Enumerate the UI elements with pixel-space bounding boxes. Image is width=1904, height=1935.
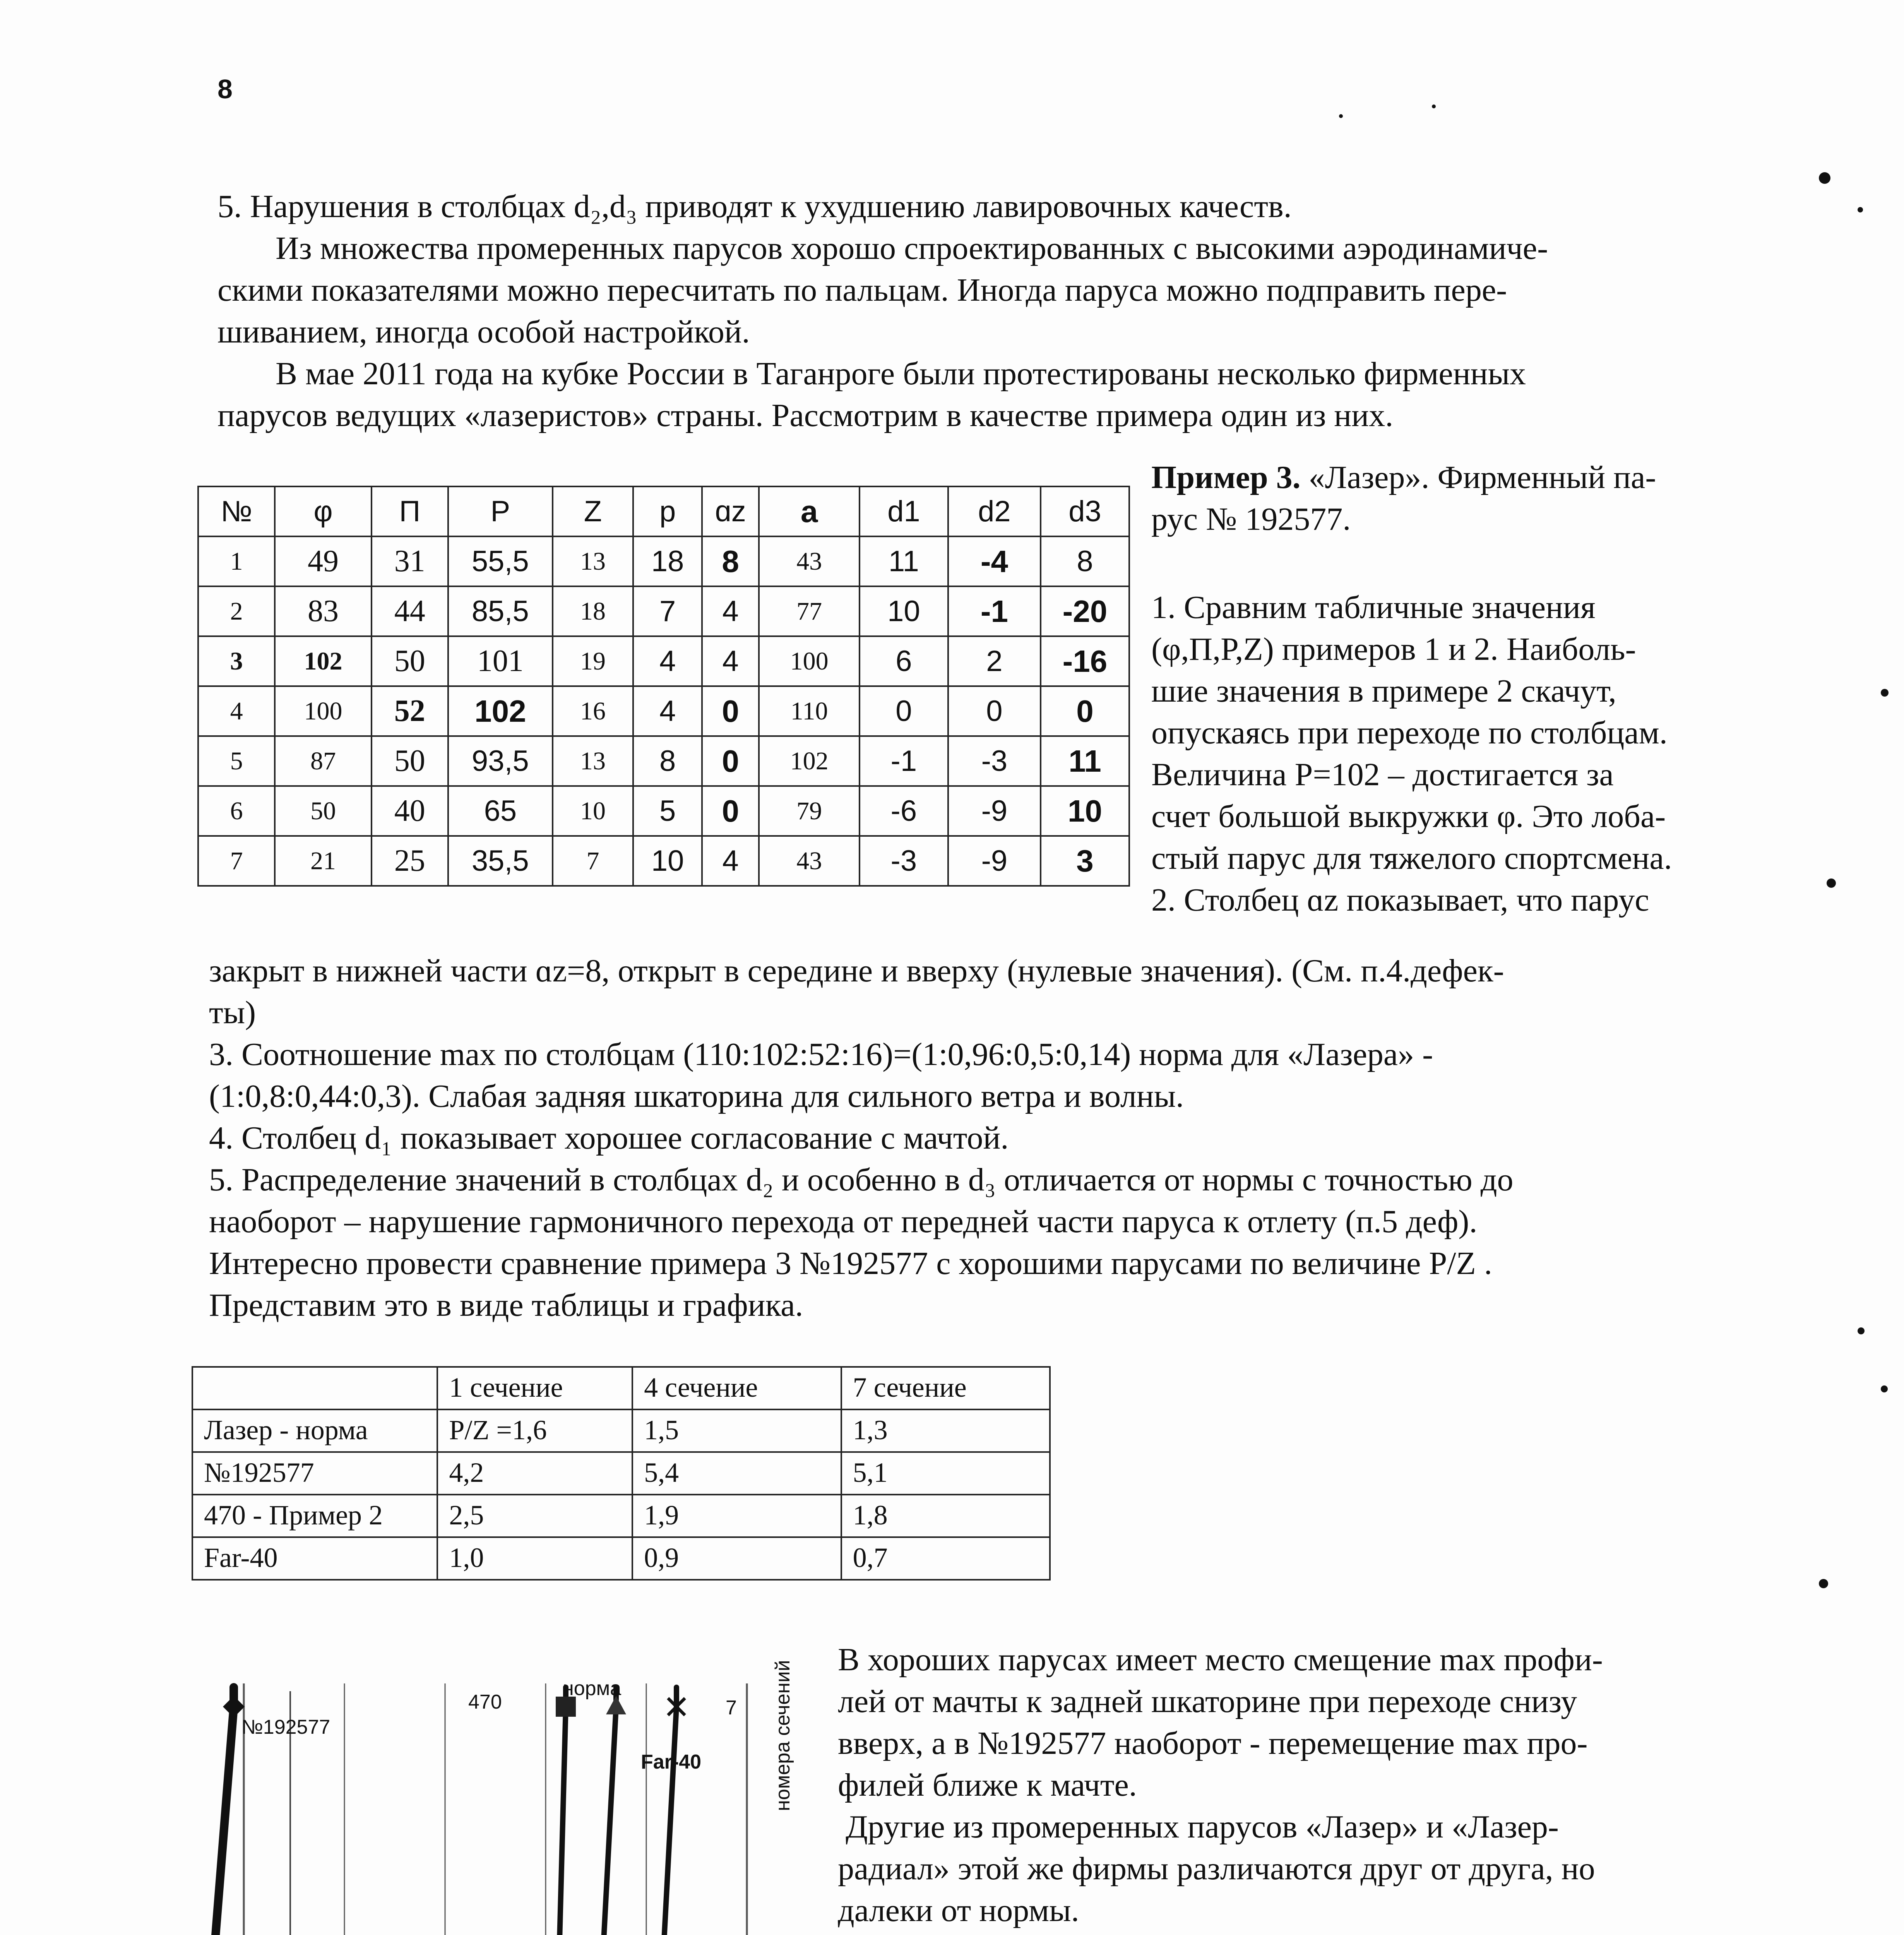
table-cell: 5 [198,736,275,786]
commentary-line: лей от мачты к задней шкаторине при переходе снизу [838,1683,1577,1719]
table-cell: 11 [860,536,948,586]
table-row [198,736,1129,786]
table-cell: -3 [948,736,1041,786]
chart-series-line [646,1687,676,1935]
header-cell: П [372,486,448,536]
example-item-line: счет большой выкружки φ. Это лоба- [1151,798,1666,834]
table-cell: 18 [633,536,702,586]
pz-comparison-table [192,1366,1051,1581]
commentary-line: радиал» этой же фирмы различаются друг от друга, но [838,1851,1595,1887]
table-cell: 87 [275,736,371,786]
table-cell: 4 [702,636,759,686]
scan-speck [1858,1327,1865,1334]
data-point [223,1696,245,1718]
table-row [192,1409,1050,1452]
paragraph-line: скими показателями можно пересчитать по пальцам. Иногда паруса можно подправить пере- [217,272,1507,308]
table-cell: 50 [275,786,371,836]
example-item-line: Величина P=102 – достигается за [1151,757,1614,793]
commentary-line: филей ближе к мачте. [838,1767,1137,1803]
header-cell: Z [553,486,634,536]
example-heading-line2: рус № 192577. [1151,501,1351,537]
analysis-line: закрыт в нижней части ɑz=8, открыт в середине и вверху (нулевые значения). (См. п.4.дефек- [209,953,1504,989]
header-cell: 4 сечение [632,1367,841,1409]
table-cell: 1,8 [841,1495,1050,1537]
scan-speck [1819,172,1830,184]
commentary-line: В хороших парусах имеет место смещение max профи- [838,1642,1603,1678]
table-cell: -9 [948,786,1041,836]
example-3-block [1151,457,1794,921]
table-cell: 3 [1041,836,1129,886]
table-cell: 43 [759,836,860,886]
table-cell: 6 [198,786,275,836]
table-cell: 8 [1041,536,1129,586]
table-cell: 52 [372,686,448,736]
page-number: 8 [217,74,233,104]
table-row [198,786,1129,836]
y-tick-label: 7 [726,1697,737,1719]
scan-speck [1827,878,1836,888]
table-cell: 5 [633,786,702,836]
table-cell: 49 [275,536,371,586]
table-cell: 85,5 [448,586,553,636]
table-cell: 7 [198,836,275,886]
table-cell: 7 [633,586,702,636]
table-cell: 102 [275,636,371,686]
table-cell: 55,5 [448,536,553,586]
header-cell: φ [275,486,371,536]
table-cell: 4,2 [437,1452,632,1495]
header-cell: d3 [1041,486,1129,536]
pz-chart [186,1625,844,1935]
analysis-line: Представим это в виде таблицы и графика. [209,1287,803,1323]
table-cell: 100 [275,686,371,736]
header-cell: 7 сечение [841,1367,1050,1409]
table-cell: 0,7 [841,1537,1050,1580]
header-cell: 1 сечение [437,1367,632,1409]
example-heading-rest: «Лазер». Фирменный па- [1300,459,1656,495]
header-cell: d2 [948,486,1041,536]
example-item-line: стый парус для тяжелого спортсмена. [1151,840,1672,876]
table-cell: 35,5 [448,836,553,886]
example-item-line: опускаясь при переходе по столбцам. [1151,715,1668,751]
example-item-line: 1. Сравним табличные значения [1151,589,1596,625]
table-cell: 4 [633,686,702,736]
table-cell: 79 [759,786,860,836]
table-cell: 8 [633,736,702,786]
table-cell: 10 [1041,786,1129,836]
table-cell: 13 [553,536,634,586]
table-cell: 102 [759,736,860,786]
analysis-line: 3. Соотношение max по столбцам (110:102:52:16)=(1:0,96:0,5:0,14) норма для «Лазера» - [209,1036,1433,1072]
paragraph-line: шиванием, иногда особой настройкой. [217,314,750,350]
table-cell: 31 [372,536,448,586]
table-row [198,586,1129,636]
table-cell: 101 [448,636,553,686]
analysis-line: 4. Столбец d₁ показывает хорошее согласование с мачтой. [209,1120,1009,1156]
table-cell: 470 - Пример 2 [192,1495,437,1537]
table-cell: 0 [948,686,1041,736]
example-heading: Пример 3. [1151,459,1301,495]
analysis-line: Интересно провести сравнение примера 3 №192577 с хорошими парусами по величине P/Z . [209,1245,1492,1281]
table-cell: 13 [553,736,634,786]
sections-axis-label: номера сечений [772,1660,794,1811]
series-label: Far-40 [641,1751,702,1773]
paragraph-line: 5. Нарушения в столбцах d₂,d₃ приводят к ухудшению лавировочных качеств. [217,188,1292,224]
header-cell: p [633,486,702,536]
commentary-line: вверх, а в №192577 наоборот - перемещение max про- [838,1725,1588,1761]
table-cell: -9 [948,836,1041,886]
chart-commentary [838,1639,1792,1932]
table-cell: 83 [275,586,371,636]
scan-speck [1819,1579,1828,1588]
table-header-row [192,1367,1050,1409]
intro-text [217,186,1793,437]
table-cell: 19 [553,636,634,686]
table-row [198,536,1129,586]
table-cell: 110 [759,686,860,736]
table-cell: №192577 [192,1452,437,1495]
table-cell: 93,5 [448,736,553,786]
header-cell: d1 [860,486,948,536]
table-cell: 50 [372,636,448,686]
paragraph-line: парусов ведущих «лазеристов» страны. Рассмотрим в качестве примера один из них. [217,397,1394,433]
table-row [192,1495,1050,1537]
table-cell: 4 [702,836,759,886]
table-cell: 0 [702,736,759,786]
table-cell: 21 [275,836,371,886]
table-cell: 100 [759,636,860,686]
table-cell: 4 [702,586,759,636]
table-cell: -1 [948,586,1041,636]
header-cell [192,1367,437,1409]
table-row [198,686,1129,736]
table-row [198,836,1129,886]
table-row [198,636,1129,686]
table-cell: 4 [198,686,275,736]
table-cell: 44 [372,586,448,636]
table-cell: 40 [372,786,448,836]
series-label: №192577 [241,1716,330,1738]
analysis-line: (1:0,8:0,44:0,3). Слабая задняя шкаторина для сильного ветра и волны. [209,1078,1184,1114]
table-cell: Лазер - норма [192,1409,437,1452]
chart-series-line [495,1687,566,1935]
table-cell: 16 [553,686,634,736]
analysis-line: 5. Распределение значений в столбцах d₂ и особенно в d₃ отличается от нормы с точностью до [209,1162,1514,1198]
analysis-text [209,950,1792,1326]
table-cell: -16 [1041,636,1129,686]
table-cell: 10 [860,586,948,636]
table-cell: 25 [372,836,448,886]
table-cell: 18 [553,586,634,636]
series-label: 470 [468,1691,502,1713]
table-cell: 43 [759,536,860,586]
analysis-line: наоборот – нарушение гармоничного перехода от передней части паруса к отлету (п.5 деф). [209,1204,1478,1240]
table-cell: 3 [198,636,275,686]
table-cell: 10 [633,836,702,886]
table-cell: 8 [702,536,759,586]
table-cell: 1,3 [841,1409,1050,1452]
table-cell: 6 [860,636,948,686]
commentary-line: Другие из промеренных парусов «Лазер» и «Лазер- [846,1809,1559,1845]
table-cell: 2 [198,586,275,636]
table-cell: 7 [553,836,634,886]
series-label: норма [563,1677,622,1700]
table-cell: 102 [448,686,553,736]
table-cell: 0 [702,786,759,836]
table-header-row [198,486,1129,536]
table-cell: 2,5 [437,1495,632,1537]
table-cell: 0 [860,686,948,736]
header-cell: ɑz [702,486,759,536]
table-row [192,1537,1050,1580]
table-cell: 65 [448,786,553,836]
example-item-line: (φ,П,P,Z) примеров 1 и 2. Наиболь- [1151,631,1636,667]
paragraph-line: В мае 2011 года на кубке России в Таганроге были протестированы несколько фирменных [276,356,1526,392]
example-item-line: шие значения в примере 2 скачут, [1151,673,1616,709]
table-cell: Far-40 [192,1537,437,1580]
table-cell: -6 [860,786,948,836]
paragraph-line: Из множества промеренных парусов хорошо спроектированных с высокими аэродинамиче- [276,230,1548,266]
table-cell: 10 [553,786,634,836]
table-cell: P/Z =1,6 [437,1409,632,1452]
example-item-line: 2. Столбец ɑz показывает, что парус [1151,882,1649,918]
table-cell: 77 [759,586,860,636]
header-cell: № [198,486,275,536]
table-cell: -20 [1041,586,1129,636]
table-cell: 1,9 [632,1495,841,1537]
table-cell: 0 [702,686,759,736]
table-cell: 0 [1041,686,1129,736]
table-cell: 5,1 [841,1452,1050,1495]
table-cell: -3 [860,836,948,886]
table-cell: 50 [372,736,448,786]
analysis-line: ты) [209,995,256,1031]
chart-series-line [586,1687,616,1935]
table-cell: 1,0 [437,1537,632,1580]
table-cell: 5,4 [632,1452,841,1495]
table-cell: 11 [1041,736,1129,786]
table-cell: 2 [948,636,1041,686]
sail-profile-table [197,486,1130,887]
scan-speck [1432,104,1436,108]
scan-speck [1881,689,1889,697]
commentary-line: далеки от нормы. [838,1892,1079,1928]
table-cell: 4 [633,636,702,686]
scan-speck [1858,207,1863,212]
table-row [192,1452,1050,1495]
table-cell: 0,9 [632,1537,841,1580]
table-cell: 1 [198,536,275,586]
header-cell: a [759,486,860,536]
scan-speck [1881,1385,1888,1392]
scan-speck [1339,114,1343,118]
header-cell: P [448,486,553,536]
table-cell: -4 [948,536,1041,586]
table-cell: 1,5 [632,1409,841,1452]
table-cell: -1 [860,736,948,786]
